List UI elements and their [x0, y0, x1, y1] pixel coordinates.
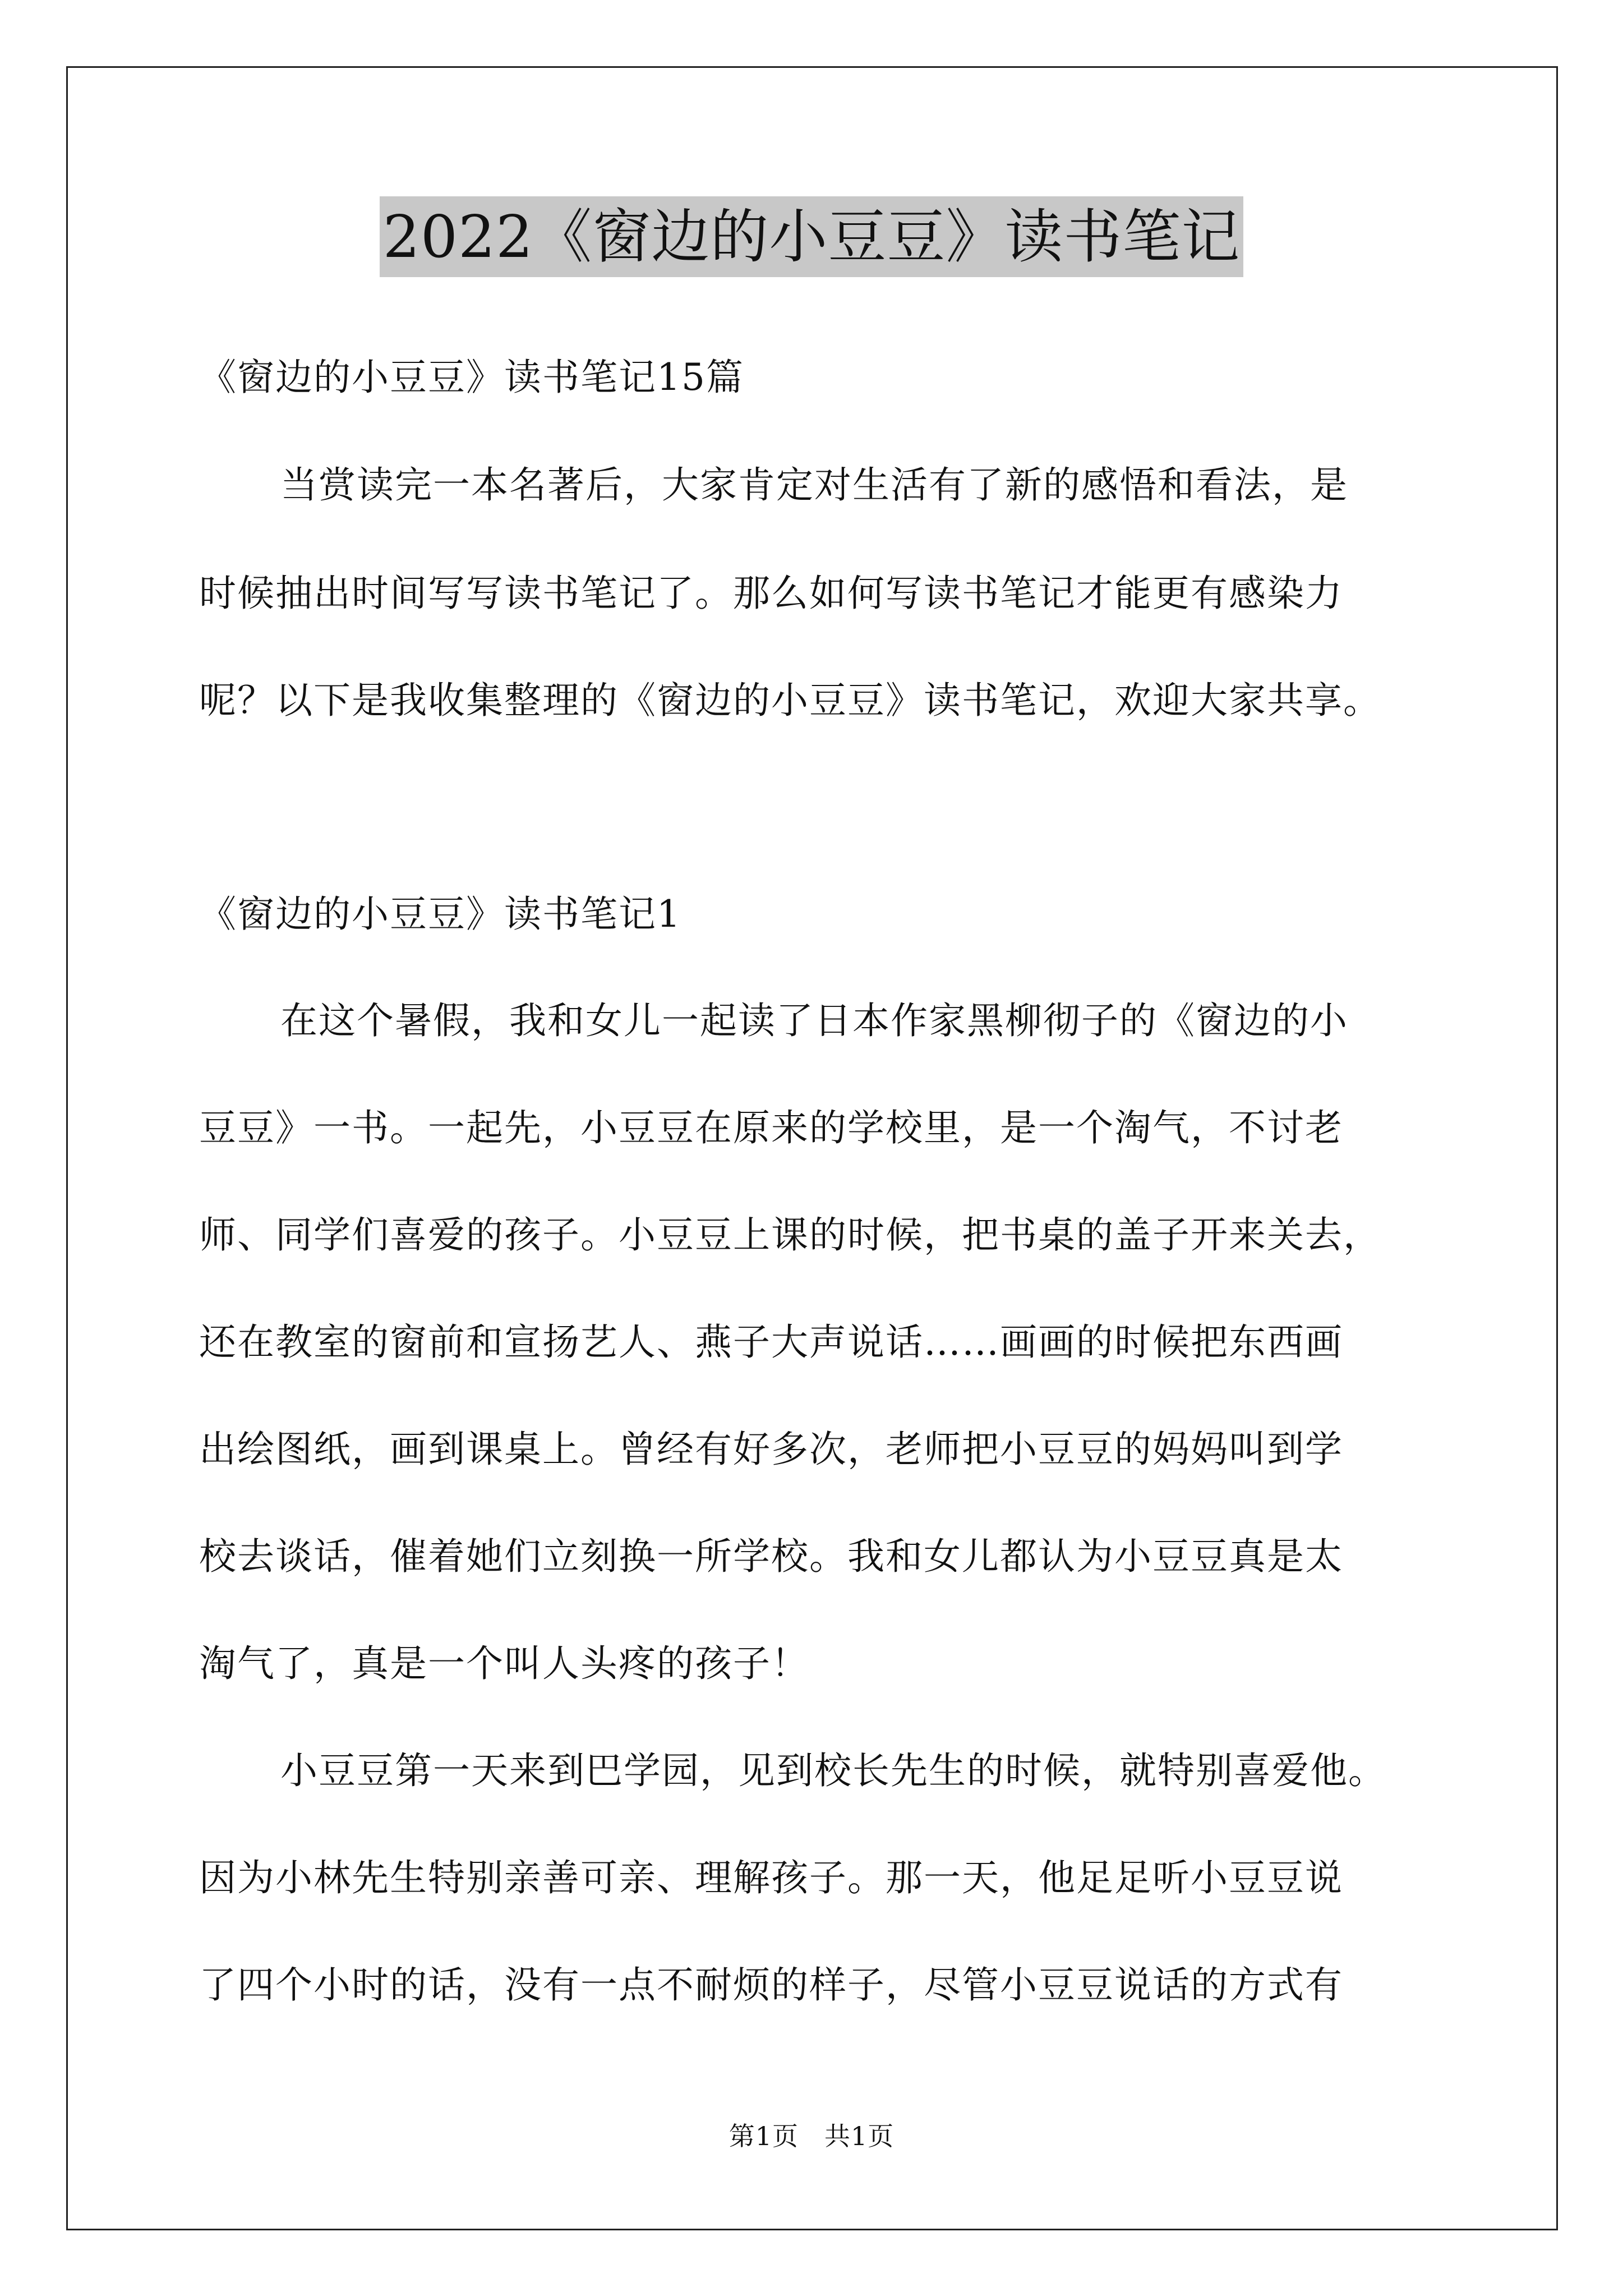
paragraph2-line-1: 小豆豆第一天来到巴学园，见到校长先生的时候，就特别喜爱他。 — [280, 1749, 1386, 1792]
title-container — [0, 196, 1623, 277]
page-number: 第1页 — [728, 2121, 799, 2151]
document-title: 2022《窗边的小豆豆》读书笔记 — [380, 196, 1244, 277]
intro-line-3: 呢？以下是我收集整理的《窗边的小豆豆》读书笔记，欢迎大家共享。 — [199, 679, 1381, 722]
intro-line-2: 时候抽出时间写写读书笔记了。那么如何写读书笔记才能更有感染力 — [199, 572, 1343, 615]
paragraph2-line-2: 因为小林先生特别亲善可亲、理解孩子。那一天，他足足听小豆豆说 — [199, 1856, 1343, 1899]
paragraph1-line-2: 豆豆》一书。一起先，小豆豆在原来的学校里，是一个淘气，不讨老 — [199, 1106, 1343, 1149]
intro-line-1: 当赏读完一本名著后，大家肯定对生活有了新的感悟和看法，是 — [280, 463, 1348, 507]
paragraph1-line-4: 还在教室的窗前和宣扬艺人、燕子大声说话……画画的时候把东西画 — [199, 1320, 1343, 1364]
paragraph1-line-5: 出绘图纸，画到课桌上。曾经有好多次，老师把小豆豆的妈妈叫到学 — [199, 1428, 1343, 1471]
page-footer — [0, 2119, 1623, 2153]
page-total: 共1页 — [824, 2121, 895, 2151]
paragraph1-line-7: 淘气了，真是一个叫人头疼的孩子！ — [199, 1642, 809, 1685]
paragraph1-line-3: 师、同学们喜爱的孩子。小豆豆上课的时候，把书桌的盖子开来关去， — [199, 1213, 1381, 1257]
paragraph1-line-1: 在这个暑假，我和女儿一起读了日本作家黑柳彻子的《窗边的小 — [280, 999, 1348, 1042]
paragraph1-line-6: 校去谈话，催着她们立刻换一所学校。我和女儿都认为小豆豆真是太 — [199, 1535, 1343, 1578]
document-subtitle: 《窗边的小豆豆》读书笔记15篇 — [199, 356, 744, 399]
paragraph2-line-3: 了四个小时的话，没有一点不耐烦的样子，尽管小豆豆说话的方式有 — [199, 1963, 1343, 2007]
section-heading: 《窗边的小豆豆》读书笔记1 — [199, 892, 681, 936]
